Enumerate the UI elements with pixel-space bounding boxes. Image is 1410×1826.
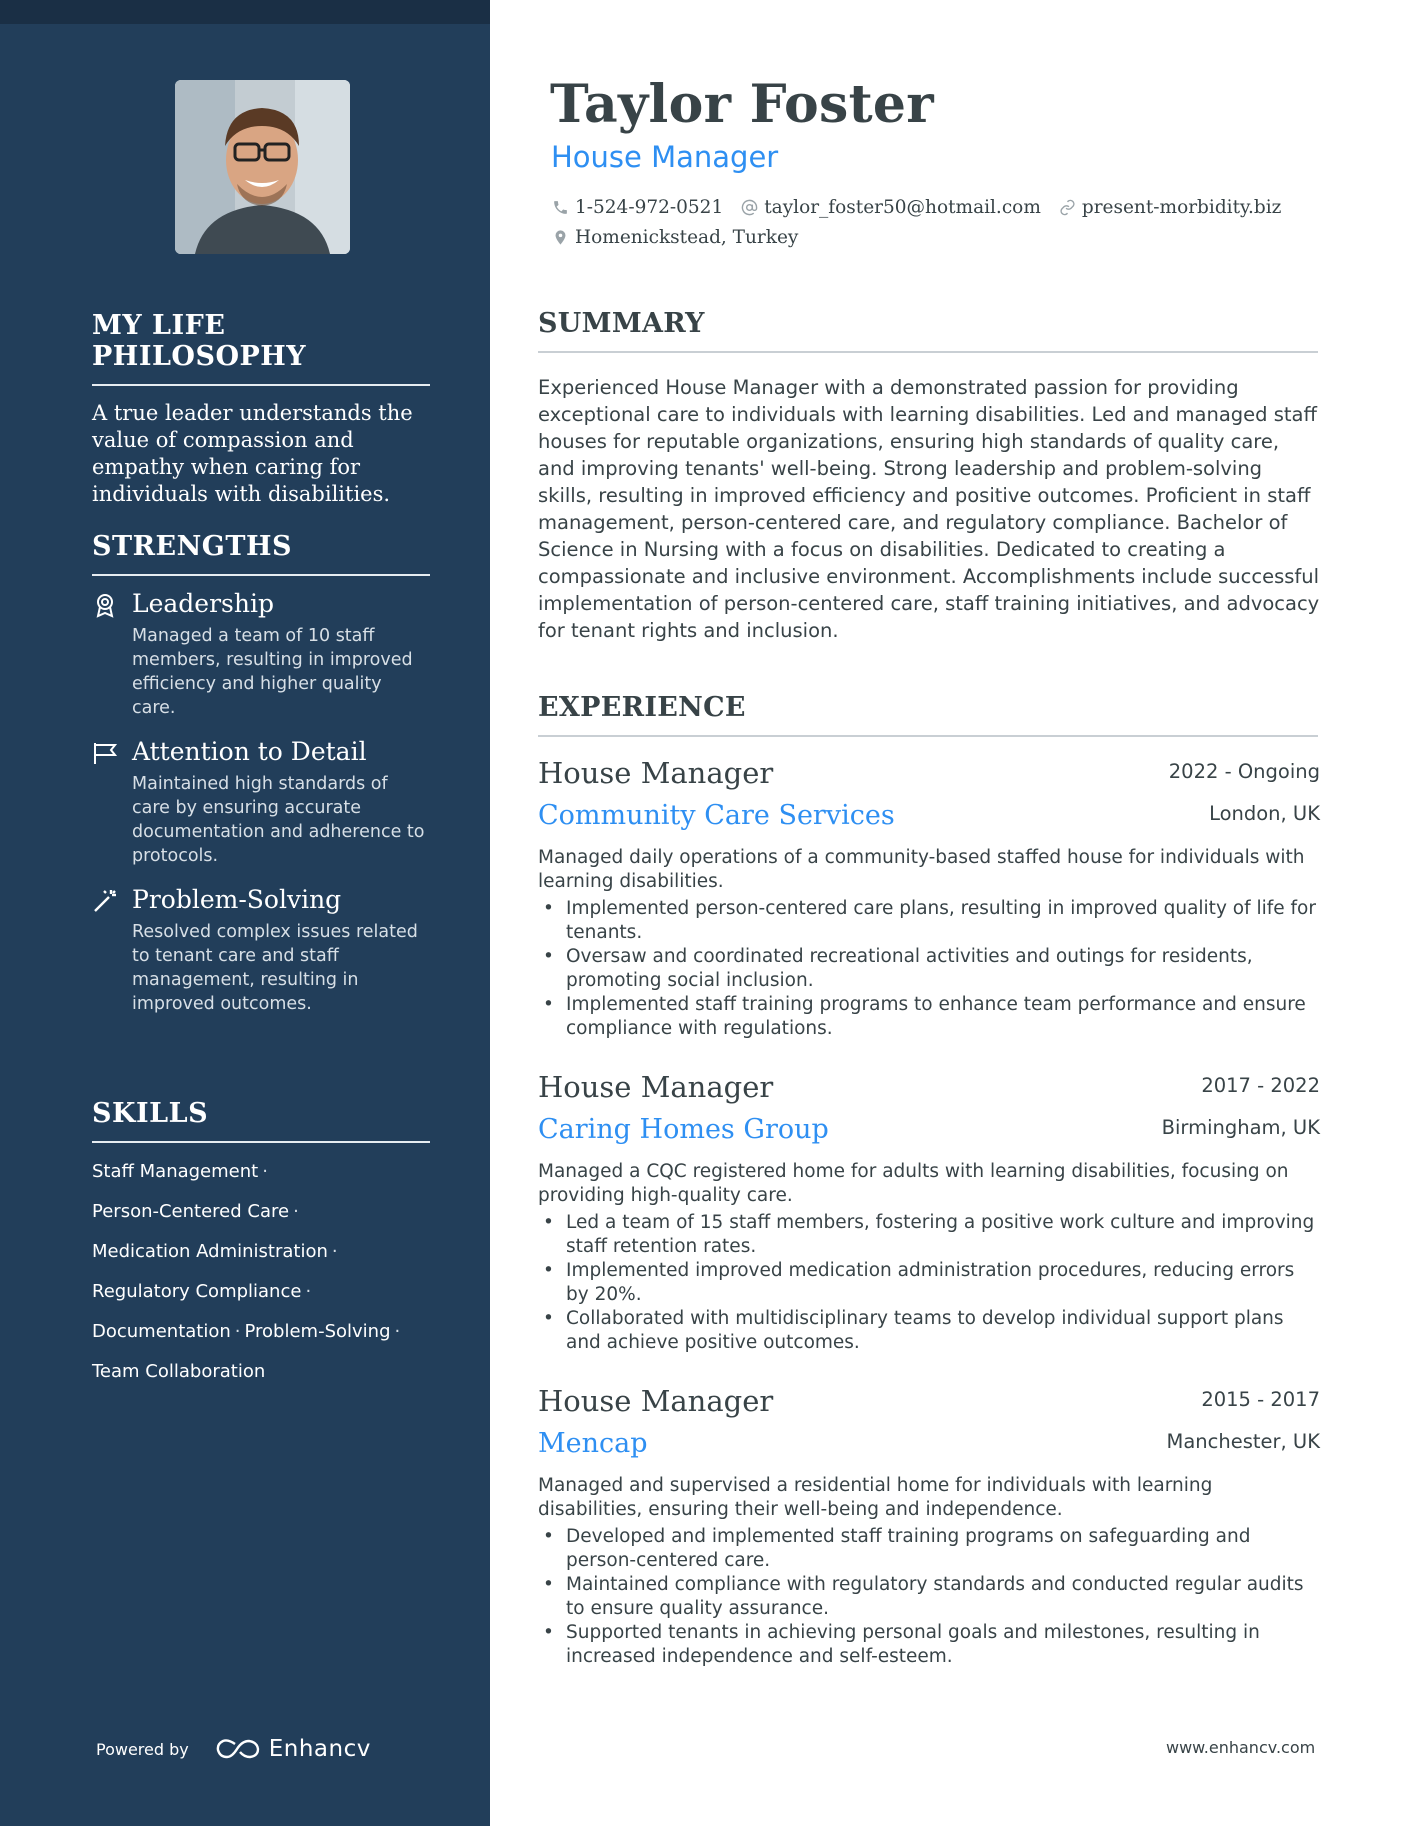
award-icon [92,592,118,618]
phone-contact[interactable] [552,197,723,218]
powered-by-label: Powered by [96,1739,189,1759]
job-description: Managed a CQC registered home for adults with learning disabilities, focusing on providing high-quality care. [538,1161,1289,1206]
strength-title: Problem-Solving [132,885,342,914]
strength-item [92,588,430,720]
enhancv-logo[interactable] [215,1736,371,1762]
skills-list: Staff Management · Person-Centered Care · Medication Administration · Regulatory Compliance · Documentation · Problem-Solving · Team Collaboration [92,1161,401,1382]
strength-item [92,884,430,1016]
website-contact[interactable] [1059,197,1282,218]
job-description: Managed daily operations of a community-based staffed house for individuals with learning disabilities. [538,847,1305,892]
strength-item [92,736,430,868]
location-pin-icon [552,229,569,246]
job-bullet: • Implemented improved medication administration procedures, reducing errors by 20%. [538,1259,1320,1307]
strength-description: Maintained high standards of care by ensuring accurate documentation and adherence to protocols. [132,774,425,866]
job-dates: 2017 - 2022 [1201,1074,1320,1097]
job-position: House Manager [538,1070,774,1104]
skill-item: Regulatory Compliance [92,1281,302,1302]
experience-entry [538,1070,1320,1355]
at-icon [741,199,758,216]
philosophy-heading: MY LIFE PHILOSOPHY [92,310,430,386]
powered-by [96,1736,371,1762]
philosophy-section [92,310,430,508]
email-contact[interactable] [741,197,1041,218]
sidebar [0,0,490,1826]
job-bullet: • Oversaw and coordinated recreational activities and outings for residents, promoting social inclusion. [538,945,1320,993]
job-company: Caring Homes Group [538,1114,829,1145]
link-icon [1059,199,1076,216]
job-bullet: • Maintained compliance with regulatory standards and conducted regular audits to ensure quality assurance. [538,1573,1320,1621]
job-bullet: • Implemented person-centered care plans, resulting in improved quality of life for tenants. [538,897,1320,945]
website-url: present-morbidity.biz [1081,196,1282,218]
skill-item: Medication Administration [92,1241,328,1262]
profile-photo [175,80,350,254]
strength-description: Managed a team of 10 staff members, resulting in improved efficiency and higher quality care. [132,626,413,718]
summary-text: Experienced House Manager with a demonstrated passion for providing exceptional care to individuals with learning disabilities. Led and managed staff houses for reputable organizations, ensuring high standards of quality care, and improving tenants' well-being. Strong leadership and problem-solving skills, resulting in improved efficiency and positive outcomes. Proficient in staff management, person-centered care, and regulatory compliance. Bachelor of Science in Nursing with a focus on disabilities. Dedicated to creating a compassionate and inclusive environment. Accomplishments include successful implementation of person-centered care, staff training initiatives, and advocacy for tenant rights and inclusion. [538,376,1320,642]
job-bullets [538,897,1320,1041]
infinity-logo-icon [215,1737,261,1761]
strengths-heading: STRENGTHS [92,531,430,576]
skills-section [92,1098,430,1401]
strengths-section [92,531,430,1016]
sidebar-top-band [0,0,490,24]
job-bullet: • Supported tenants in achieving personal goals and milestones, resulting in increased independence and self-esteem. [538,1621,1320,1669]
skill-item: Person-Centered Care [92,1201,290,1222]
job-location: Birmingham, UK [1161,1116,1320,1139]
brand-name: Enhancv [268,1736,371,1762]
phone-number: 1-524-972-0521 [575,196,724,218]
email-address: taylor_foster50@hotmail.com [764,196,1041,218]
job-position: House Manager [538,1384,774,1418]
job-bullets [538,1211,1320,1355]
skill-item: Staff Management [92,1161,259,1182]
magic-wand-icon [92,888,118,914]
flag-icon [92,740,118,766]
skill-item: Problem-Solving [244,1321,391,1342]
strength-description: Resolved complex issues related to tenant care and staff management, resulting in improved outcomes. [132,922,418,1014]
candidate-name: Taylor Foster [550,74,934,135]
job-dates: 2022 - Ongoing [1168,760,1320,783]
summary-heading: SUMMARY [538,308,1318,353]
job-bullet: • Developed and implemented staff training programs on safeguarding and person-centered care. [538,1525,1320,1573]
location-text: Homenickstead, Turkey [575,226,799,248]
footer-url[interactable]: www.enhancv.com [1166,1738,1316,1757]
phone-icon [552,199,569,216]
strength-title: Leadership [132,589,274,618]
job-bullet: • Implemented staff training programs to enhance team performance and ensure compliance with regulations. [538,993,1320,1041]
strength-title: Attention to Detail [132,737,367,766]
job-location: Manchester, UK [1166,1430,1320,1453]
job-description: Managed and supervised a residential home for individuals with learning disabilities, ensuring their well-being and independence. [538,1475,1213,1520]
location-contact [552,227,798,248]
job-bullets [538,1525,1320,1669]
experience-entry [538,756,1320,1041]
philosophy-text: A true leader understands the value of compassion and empathy when caring for individuals with disabilities. [92,401,413,506]
skills-heading: SKILLS [92,1098,430,1143]
contact-info [552,192,1312,252]
job-bullet: • Led a team of 15 staff members, fostering a positive work culture and improving staff retention rates. [538,1211,1320,1259]
job-dates: 2015 - 2017 [1201,1388,1320,1411]
skill-item: Team Collaboration [92,1361,266,1382]
job-company: Mencap [538,1428,648,1459]
job-bullet: • Collaborated with multidisciplinary teams to develop individual support plans and achieve positive outcomes. [538,1307,1320,1355]
job-position: House Manager [538,756,774,790]
job-company: Community Care Services [538,800,895,831]
job-title-headline: House Manager [551,140,779,174]
experience-entry [538,1384,1320,1669]
experience-heading: EXPERIENCE [538,692,1318,737]
skill-item: Documentation [92,1321,231,1342]
job-location: London, UK [1209,802,1320,825]
